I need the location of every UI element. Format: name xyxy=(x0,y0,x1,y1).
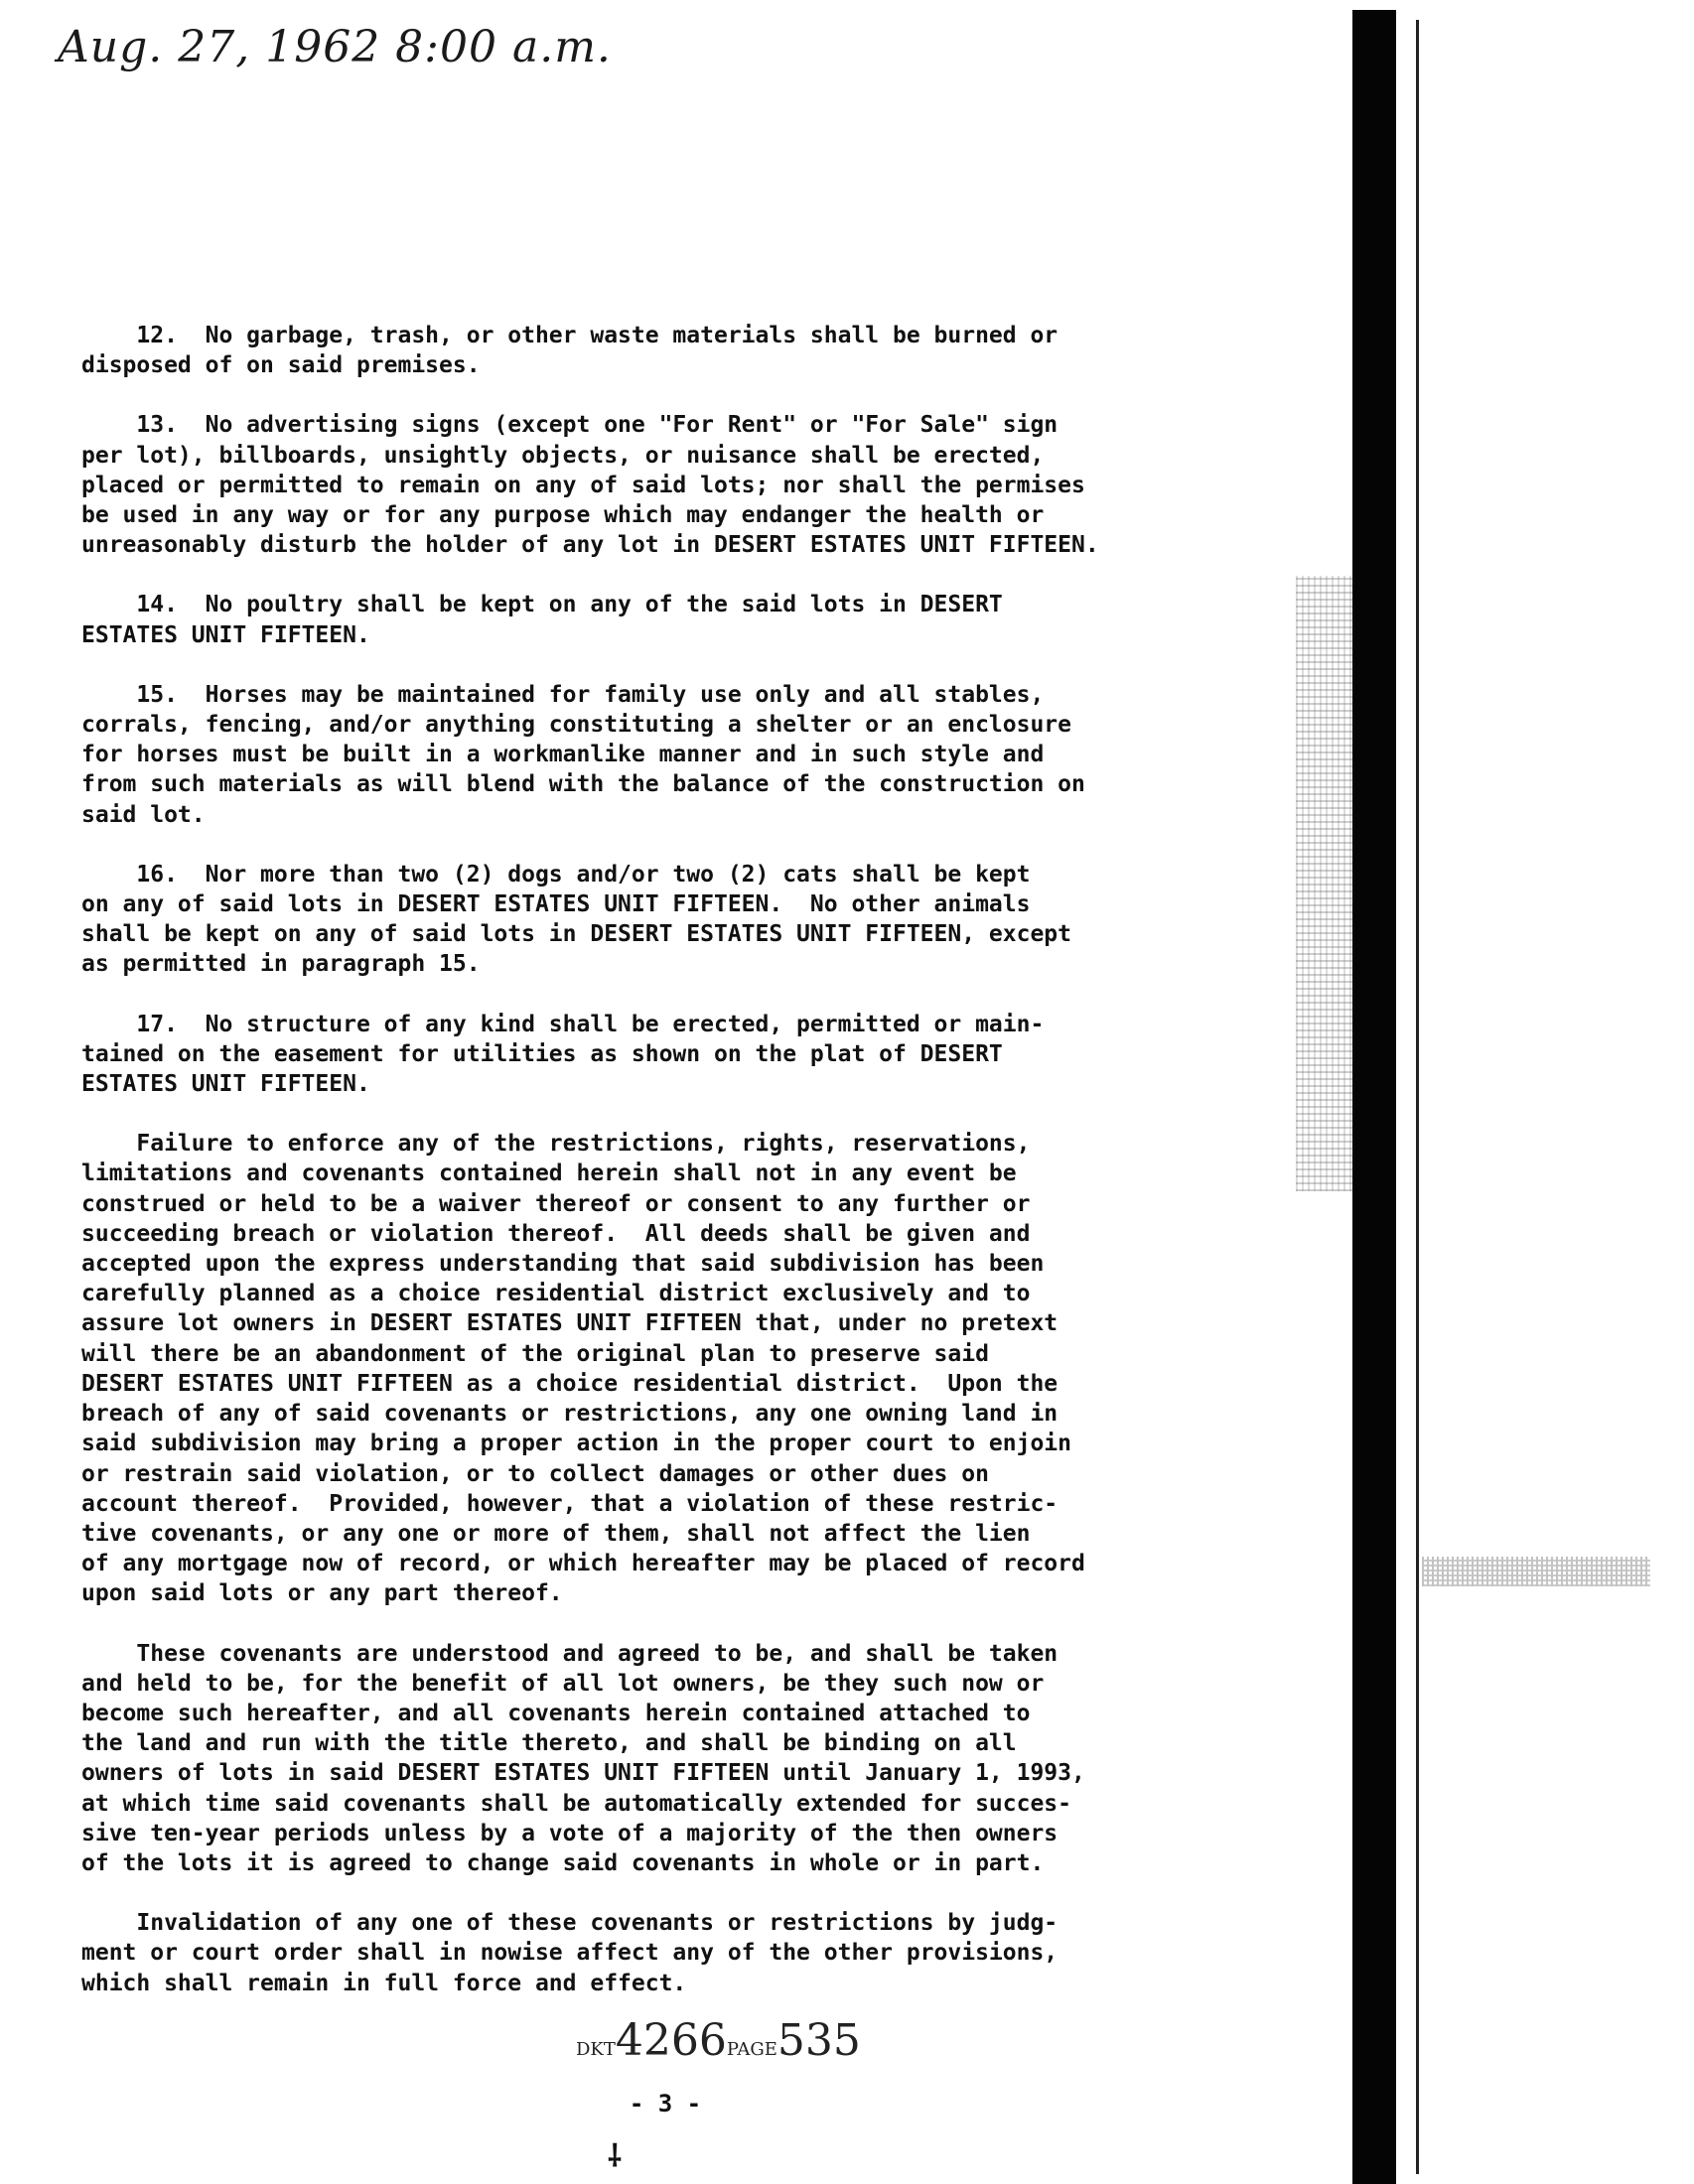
text-line: 17. No structure of any kind shall be erected, permitted or main- xyxy=(81,1011,1045,1037)
text-line: shall be kept on any of said lots in DESERT ESTATES UNIT FIFTEEN, except xyxy=(81,921,1071,948)
text-line: of any mortgage now of record, or which hereafter may be placed of record xyxy=(81,1551,1085,1577)
text-line: on any of said lots in DESERT ESTATES UNIT FIFTEEN. No other animals xyxy=(81,891,1031,918)
paragraph xyxy=(81,680,1303,830)
text-line: which shall remain in full force and effect. xyxy=(81,1970,687,1996)
text-line: and held to be, for the benefit of all lot owners, be they such now or xyxy=(81,1670,1045,1697)
document-body xyxy=(81,321,1303,2028)
text-line: become such hereafter, and all covenants herein contained attached to xyxy=(81,1700,1031,1726)
text-line: tained on the easement for utilities as shown on the plat of DESERT xyxy=(81,1040,1003,1067)
text-line: construed or held to be a waiver thereof or consent to any further or xyxy=(81,1190,1031,1217)
text-line: per lot), billboards, unsightly objects, or nuisance shall be erected, xyxy=(81,442,1045,469)
paragraph xyxy=(81,1010,1303,1100)
text-line: assure lot owners in DESERT ESTATES UNIT FIFTEEN that, under no pretext xyxy=(81,1310,1059,1337)
text-line: sive ten-year periods unless by a vote of a majority of the then owners xyxy=(81,1820,1059,1846)
text-line: Failure to enforce any of the restrictions, rights, reservations, xyxy=(81,1131,1031,1158)
scan-dot-pattern xyxy=(1422,1557,1650,1586)
text-line: placed or permitted to remain on any of said lots; nor shall the permises xyxy=(81,472,1085,498)
text-line: succeeding breach or violation thereof. All deeds shall be given and xyxy=(81,1220,1031,1247)
paragraph xyxy=(81,1129,1303,1608)
paragraph xyxy=(81,410,1303,560)
paragraph xyxy=(81,321,1303,380)
text-line: disposed of on said premises. xyxy=(81,352,481,379)
text-line: 14. No poultry shall be kept on any of the said lots in DESERT xyxy=(81,592,1003,618)
docket-stamp xyxy=(576,2015,861,2066)
text-line: said subdivision may bring a proper action in the proper court to enjoin xyxy=(81,1431,1071,1457)
paragraph xyxy=(81,860,1303,980)
page-number: - 3 - xyxy=(629,2090,702,2117)
text-line: corrals, fencing, and/or anything constituting a shelter or an enclosure xyxy=(81,712,1071,739)
text-line: at which time said covenants shall be automatically extended for succes- xyxy=(81,1790,1071,1817)
text-line: accepted upon the express understanding that said subdivision has been xyxy=(81,1251,1045,1278)
text-line: 15. Horses may be maintained for family use only and all stables, xyxy=(81,681,1045,708)
text-line: owners of lots in said DESERT ESTATES UNIT FIFTEEN until January 1, 1993, xyxy=(81,1760,1085,1787)
text-line: from such materials as will blend with the balance of the construction on xyxy=(81,771,1085,798)
scan-edge-line xyxy=(1416,20,1419,2174)
text-line: limitations and covenants contained herein shall not in any event be xyxy=(81,1160,1017,1187)
text-line: 12. No garbage, trash, or other waste materials shall be burned or xyxy=(81,323,1059,348)
text-line: as permitted in paragraph 15. xyxy=(81,951,481,978)
text-line: breach of any of said covenants or restrictions, any one owning land in xyxy=(81,1401,1059,1428)
text-line: be used in any way or for any purpose which may endanger the health or xyxy=(81,502,1045,529)
text-line: 16. Nor more than two (2) dogs and/or two (2) cats shall be kept xyxy=(81,861,1031,887)
text-line: Invalidation of any one of these covenants or restrictions by judg- xyxy=(81,1910,1059,1937)
handwritten-date-note: Aug. 27, 1962 8:00 a.m. xyxy=(58,22,612,72)
paragraph xyxy=(81,1908,1303,1998)
text-line: ment or court order shall in nowise affect any of the other provisions, xyxy=(81,1940,1059,1967)
text-line: said lot. xyxy=(81,801,206,828)
docket-prefix: DKT xyxy=(576,2039,616,2060)
text-line: DESERT ESTATES UNIT FIFTEEN as a choice residential district. Upon the xyxy=(81,1370,1059,1397)
text-line: will there be an abandonment of the original plan to preserve said xyxy=(81,1340,989,1367)
text-line: for horses must be built in a workmanlike manner and in such style and xyxy=(81,742,1045,768)
text-line: ESTATES UNIT FIFTEEN. xyxy=(81,1071,370,1098)
docket-page: 535 xyxy=(776,2015,861,2066)
paragraph xyxy=(81,1639,1303,1879)
text-line: or restrain said violation, or to collect damages or other dues on xyxy=(81,1460,989,1487)
scan-edge-bar xyxy=(1352,10,1396,2184)
text-line: ESTATES UNIT FIFTEEN. xyxy=(81,621,370,648)
text-line: upon said lots or any part thereof. xyxy=(81,1580,563,1607)
scan-speckle xyxy=(1296,576,1355,1191)
text-line: carefully planned as a choice residential district exclusively and to xyxy=(81,1281,1031,1307)
text-line: 13. No advertising signs (except one "For Rent" or "For Sale" sign xyxy=(81,412,1059,439)
text-line: the land and run with the title thereto, and shall be binding on all xyxy=(81,1730,1017,1757)
text-line: account thereof. Provided, however, that a violation of these restric- xyxy=(81,1490,1059,1517)
paragraph xyxy=(81,590,1303,649)
text-line: of the lots it is agreed to change said covenants in whole or in part. xyxy=(81,1849,1045,1876)
footer-mark: ⸸ xyxy=(608,2139,623,2174)
text-line: These covenants are understood and agreed to be, and shall be taken xyxy=(81,1640,1059,1667)
text-line: unreasonably disturb the holder of any lot in DESERT ESTATES UNIT FIFTEEN. xyxy=(81,532,1099,559)
docket-page-label: PAGE xyxy=(726,2039,777,2060)
text-line: tive covenants, or any one or more of them, shall not affect the lien xyxy=(81,1520,1031,1547)
docket-number: 4266 xyxy=(615,2015,727,2066)
